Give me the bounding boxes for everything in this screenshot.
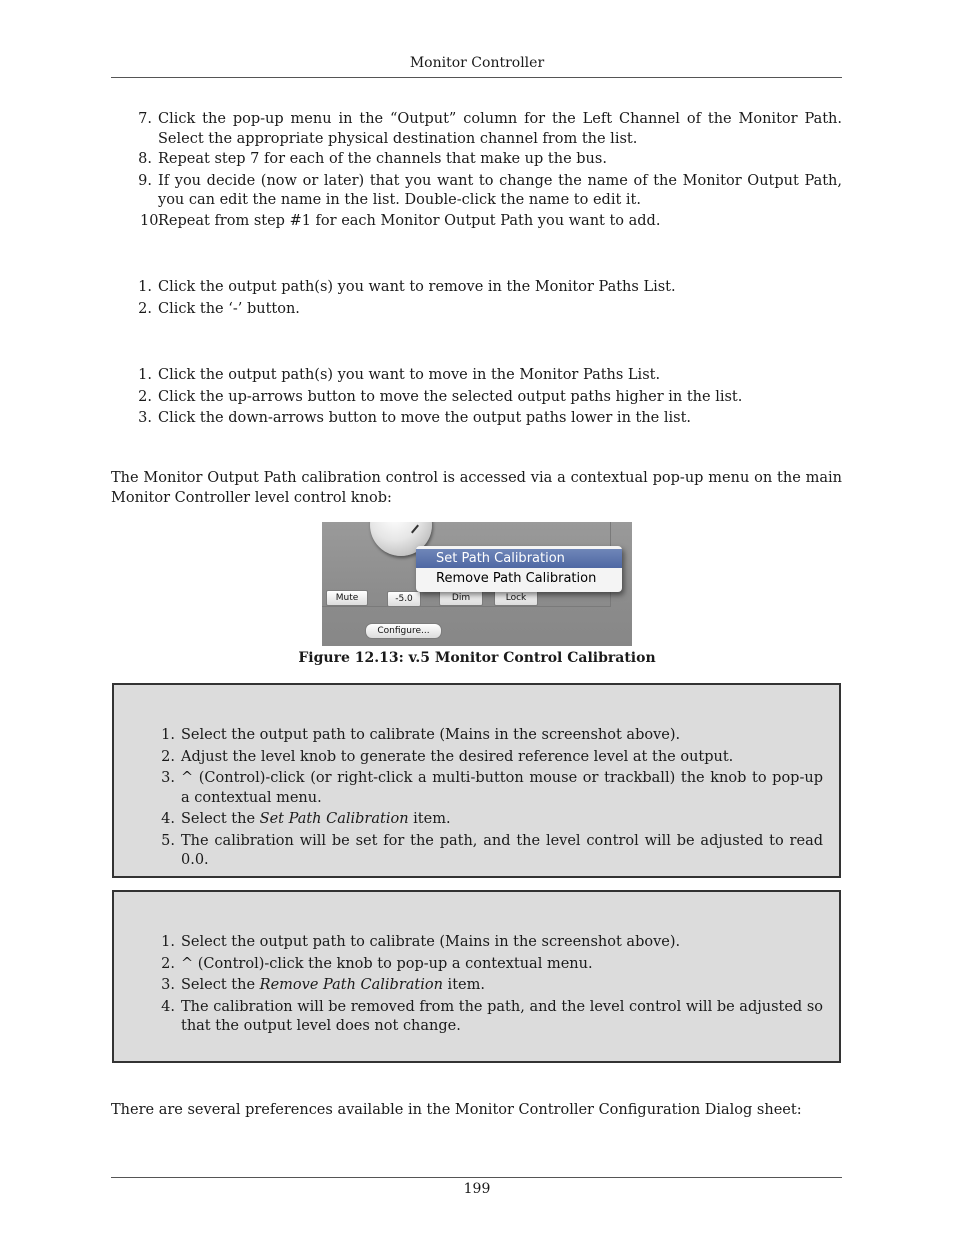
menu-item-reference: Remove Path Calibration	[259, 977, 443, 993]
step-number: 2.	[138, 388, 152, 405]
step-number: 3.	[138, 410, 152, 426]
monitor-control-screenshot	[322, 522, 632, 646]
list-item	[134, 998, 823, 1037]
step-number: 1.	[161, 727, 175, 743]
list-item	[111, 409, 842, 429]
step-text: The calibration will be removed from the path, and the level control will be adjusted so that the output level does not change.	[181, 998, 823, 1034]
step-text: Select the	[181, 811, 260, 827]
mute-button[interactable]: Mute	[326, 590, 368, 606]
step-number: 3.	[161, 770, 175, 786]
menu-item-remove-path-calibration[interactable]: Remove Path Calibration	[436, 571, 597, 586]
step-number: 1.	[138, 279, 152, 295]
step-number: 7.	[138, 111, 152, 127]
footer-rule	[111, 1177, 842, 1178]
step-text: Select the output path to calibrate (Mains in the screenshot above).	[181, 727, 681, 743]
step-number: 2.	[138, 300, 152, 317]
page-number: 199	[463, 1181, 491, 1197]
configure-button[interactable]: Configure...	[365, 623, 442, 639]
context-menu	[416, 546, 622, 592]
list-item	[134, 976, 823, 996]
add-path-steps	[111, 110, 842, 233]
menu-item-set-path-calibration[interactable]: Set Path Calibration	[416, 549, 622, 568]
step-number: 3.	[161, 977, 175, 993]
step-number: 4.	[161, 998, 175, 1015]
step-text: Click the up-arrows button to move the selected output paths higher in the list.	[158, 388, 743, 405]
step-number: 1.	[138, 367, 152, 383]
step-number: 4.	[161, 811, 175, 827]
remove-calibration-steps	[134, 933, 823, 1039]
list-item	[134, 810, 823, 830]
list-item	[134, 933, 823, 953]
list-item	[111, 300, 842, 320]
step-number: 2.	[161, 748, 175, 765]
step-text: Click the output path(s) you want to move in the Monitor Paths List.	[158, 367, 661, 383]
step-number: 2.	[161, 955, 175, 972]
step-text: item.	[442, 977, 485, 993]
step-text: Click the down-arrows button to move the output paths lower in the list.	[158, 410, 692, 426]
dim-button[interactable]: Dim	[439, 590, 483, 606]
step-text: If you decide (now or later) that you want to change the name of the Monitor Output Path, you can edit the name in the list. Double-click the name to edit it.	[158, 172, 842, 208]
running-header: Monitor Controller	[409, 55, 545, 71]
header-rule	[111, 77, 842, 78]
step-number: 10.	[140, 212, 164, 229]
list-item	[111, 366, 842, 386]
list-item	[111, 172, 842, 211]
step-text: Select the output path to calibrate (Mains in the screenshot above).	[181, 934, 681, 950]
step-number: 1.	[161, 934, 175, 950]
step-text: Click the pop-up menu in the “Output” column for the Left Channel of the Monitor Path. Select the appropriate physical destination channel from the list.	[158, 111, 842, 147]
list-item	[111, 212, 842, 232]
list-item	[134, 726, 823, 746]
set-calibration-box	[112, 683, 841, 878]
menu-item-reference: Set Path Calibration	[259, 811, 409, 827]
panel-divider	[322, 606, 610, 607]
list-item	[111, 278, 842, 298]
list-item	[134, 832, 823, 871]
remove-path-steps	[111, 278, 842, 321]
move-path-steps	[111, 366, 842, 431]
preferences-intro: There are several preferences available in the Monitor Controller Configuration Dialog sheet:	[111, 1102, 802, 1118]
list-item	[111, 150, 842, 170]
step-text: item.	[408, 811, 451, 827]
step-text: Select the	[181, 977, 260, 993]
list-item	[111, 110, 842, 149]
list-item	[134, 748, 823, 768]
step-text: Repeat from step #1 for each Monitor Output Path you want to add.	[158, 212, 661, 229]
step-number: 8.	[138, 151, 152, 167]
remove-calibration-box	[112, 890, 841, 1063]
level-readout: -5.0	[387, 591, 421, 607]
step-number: 9.	[138, 172, 152, 189]
step-text: ^ (Control)-click (or right-click a multi-button mouse or trackball) the knob to pop-up a contextual menu.	[181, 770, 823, 806]
list-item	[134, 769, 823, 808]
step-text: Click the output path(s) you want to remove in the Monitor Paths List.	[158, 279, 676, 295]
calibration-intro: The Monitor Output Path calibration control is accessed via a contextual pop-up menu on the main Monitor Controller level control knob:	[111, 470, 842, 506]
set-calibration-steps	[134, 726, 823, 873]
list-item	[111, 388, 842, 408]
lock-button[interactable]: Lock	[494, 590, 538, 606]
list-item	[134, 955, 823, 975]
step-text: Click the ‘-’ button.	[158, 300, 300, 317]
step-text: Adjust the level knob to generate the desired reference level at the output.	[181, 748, 734, 765]
step-text: ^ (Control)-click the knob to pop-up a contextual menu.	[181, 955, 593, 972]
step-number: 5.	[161, 832, 175, 849]
step-text: Repeat step 7 for each of the channels that make up the bus.	[158, 151, 607, 167]
step-text: The calibration will be set for the path, and the level control will be adjusted to read 0.0.	[181, 832, 823, 868]
figure-caption: Figure 12.13: v.5 Monitor Control Calibration	[298, 650, 656, 666]
